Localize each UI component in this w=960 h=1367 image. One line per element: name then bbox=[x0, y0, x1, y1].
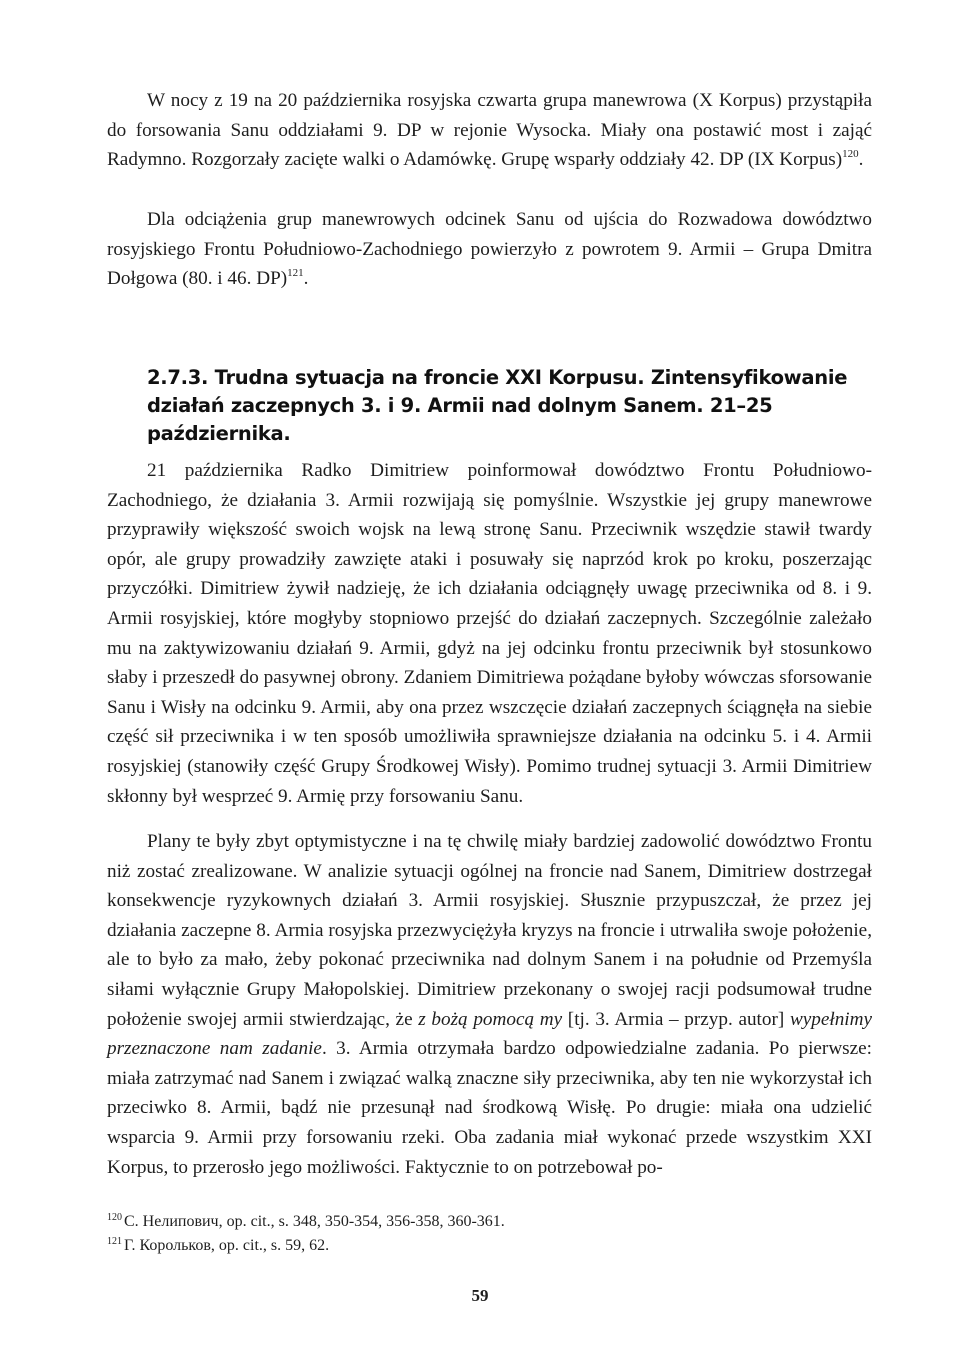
paragraph-1-text: W nocy z 19 na 20 października rosyjska czwarta grupa manewrowa (X Korpus) przystąpiła do forsowania Sanu oddziałami 9. DP w rejonie Wysocka. Miały ona postawić most i zająć Radymno. Rozgorzały zacięte walki o Adamówkę. Grupę wsparły oddziały 42. DP (IX Korpus) bbox=[107, 90, 872, 171]
footnote-ref-121[interactable]: 121 bbox=[287, 267, 304, 280]
footnote-ref-120[interactable]: 120 bbox=[842, 148, 859, 161]
paragraph-4-text-a: Plany te były zbyt optymistyczne i na tę chwilę miały bardziej zadowolić dowództwo Frontu niż zostać zrealizowane. W analizie sytuacji ogólnej na froncie nad Sanem, Dimitriew dostrzegał konsekwencje ryzykownych działań 3. Armii rosyjskiej. Słusznie przypuszczał, że przez jej działania zaczepne 8. Armia rosyjska przezwyciężyła kryzys na froncie i utrwaliła swoje położenie, ale to było za mało, żeby pokonać przeciwnika nad dolnym Sanem i na południe od Przemyśla siłami wyłącznie Grupy Małopolskiej. Dimitriew przekonany o swojej racji podsumował trudne położenie swojej armii stwierdzając, że bbox=[107, 831, 872, 1030]
paragraph-4 bbox=[107, 827, 872, 1182]
paragraph-4-quote-1: z bożą pomocą my bbox=[418, 1008, 563, 1030]
paragraph-2-text: Dla odciążenia grup manewrowych odcinek Sanu od ujścia do Rozwadowa dowództwo rosyjskiego Frontu Południowo-Zachodniego powierzyło z powrotem 9. Armii – Grupa Dmitra Dołgowa (80. i 46. DP) bbox=[107, 209, 872, 290]
paragraph-1 bbox=[107, 86, 872, 175]
paragraph-1-end: . bbox=[858, 149, 864, 171]
footnote-121 bbox=[107, 1234, 872, 1258]
paragraph-3: 21 października Radko Dimitriew poinformował dowództwo Frontu Południowo-Zachodniego, że działania 3. Armii rozwijają się pomyślnie. Wszystkie jej grupy manewrowe przyprawiły większość swoich wojsk na lewą stronę Sanu. Przeciwnik wszędzie stawił twardy opór, ale grupy prowadziły zawzięte ataki i posuwały się naprzód krok po kroku, poszerzając przyczółki. Dimitriew żywił nadzieję, że ich działania odciągnęły uwagę przeciwnika od 8. i 9. Armii rosyjskiej, które mogłyby stopniowo przejść do działań zaczepnych. Szczególnie zależało mu na zaktywizowaniu działań 9. Armii, gdyż na jej odcinku frontu przeciwnik był stosunkowo słaby i przeszedł do pasywnej obrony. Zdaniem Dimitriewa pożądane byłoby wówczas sforsowanie Sanu i Wisły na odcinku 9. Armii, aby ona przez wszczęcie działań zaczepnych ściągnęła na siebie część sił przeciwnika i w ten sposób umożliwiła sprawniejsze działania na odcinku 5. i 4. Armii rosyjskiej (stanowiły część Grupy Środkowej Wisły). Pomimo trudnej sytuacji 3. Armii Dimitriew skłonny był wesprzeć 9. Armię przy forsowaniu Sanu. bbox=[107, 460, 872, 807]
section-heading: 2.7.3. Trudna sytuacja na froncie XXI Korpusu. Zintensyfikowanie działań zaczepnych 3. i 9. Armii nad dolnym Sanem. 21–25 października. bbox=[147, 366, 848, 445]
footnote-120 bbox=[107, 1210, 872, 1234]
paragraph-4-text-b: [tj. 3. Armia – przyp. autor] bbox=[562, 1008, 790, 1030]
footnotes bbox=[107, 1210, 872, 1258]
footnote-number: 120 bbox=[107, 1212, 122, 1223]
paragraph-2 bbox=[107, 205, 872, 294]
page-number: 59 bbox=[471, 1286, 489, 1305]
footnote-text: Г. Корольков, op. cit., s. 59, 62. bbox=[124, 1237, 330, 1254]
paragraph-4-text-c: . 3. Armia otrzymała bardzo odpowiedzialne zadania. Po pierwsze: miała zatrzymać nad Sanem i związać walką znaczne siły przeciwnika, aby ten nie wykorzystał ich przeciwko 8. Armii, bądź nie przesunął nad środkową Wisłę. Po drugie: miała ona udzielić wsparcia 9. Armii przy forsowaniu rzeki. Oba zadania miał wykonać przede wszystkim XXI Korpus, to przerosło jego możliwości. Faktycznie to on potrzebował po- bbox=[107, 1038, 873, 1178]
footnote-text: С. Нелипович, op. cit., s. 348, 350-354, 356-358, 360-361. bbox=[124, 1213, 505, 1230]
footnote-number: 121 bbox=[107, 1236, 122, 1247]
paragraph-4-quote-2: wypełnimy przeznaczone nam zadanie bbox=[107, 1008, 872, 1060]
paragraph-2-end: . bbox=[303, 268, 309, 290]
